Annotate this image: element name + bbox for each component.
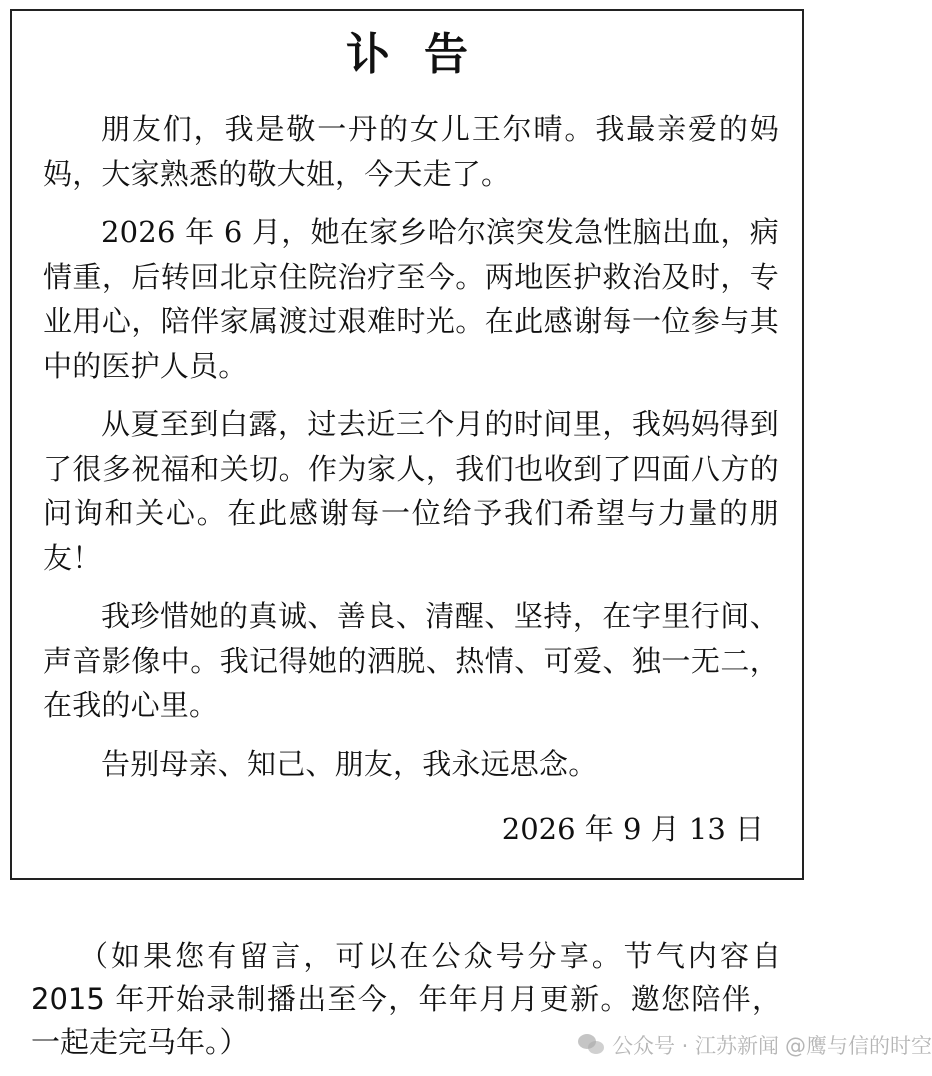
watermark-author: @鹰与信的时空 [785, 1034, 932, 1058]
paragraph-2: 2026 年 6 月，她在家乡哈尔滨突发急性脑出血，病情重，后转回北京住院治疗至今。两地医护救治及时，专业用心，陪伴家属渡过艰难时光。在此感谢每一位参与其中的医护人员。 [43, 215, 779, 383]
notice-title: 讣告 [346, 29, 502, 80]
paragraph-5: 告别母亲、知己、朋友，我永远思念。 [101, 746, 598, 781]
footer-note: （如果您有留言，可以在公众号分享。节气内容自 2015 年开始录制播出至今，年年月月更新。邀您陪伴，一起走完马年。） [31, 939, 781, 1059]
watermark-source: 公众号 · 江苏新闻 [612, 1034, 780, 1058]
obituary-notice [10, 9, 804, 880]
paragraph-4: 我珍惜她的真诚、善良、清醒、坚持，在字里行间、声音影像中。我记得她的洒脱、热情、可爱、独一无二，在我的心里。 [43, 599, 779, 722]
notice-date: 2026 年 9 月 13 日 [501, 812, 764, 846]
paragraph-1: 朋友们，我是敬一丹的女儿王尔晴。我最亲爱的妈妈，大家熟悉的敬大姐，今天走了。 [43, 112, 779, 191]
paragraph-3: 从夏至到白露，过去近三个月的时间里，我妈妈得到了很多祝福和关切。作为家人，我们也收到了四面八方的问询和关心。在此感谢每一位给予我们希望与力量的朋友！ [43, 407, 779, 575]
notice-body [43, 107, 779, 800]
